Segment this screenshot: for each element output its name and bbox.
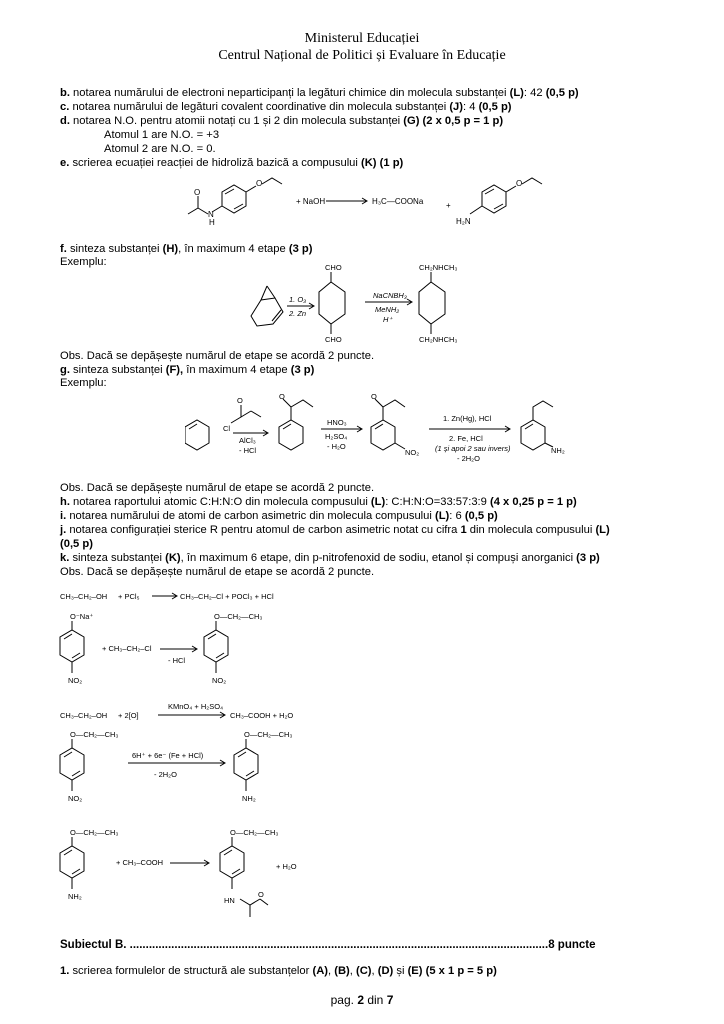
svg-text:H: H (209, 218, 215, 227)
svg-text:AlCl₃: AlCl₃ (239, 436, 256, 445)
svg-text:O: O (237, 396, 243, 405)
svg-text:CHO: CHO (325, 263, 342, 272)
item-1: 1. scrierea formulelor de structură ale substanțelor (A), (B), (C), (D) și (E) (5 x 1 p = 5 p) (60, 965, 497, 977)
svg-text:HN: HN (224, 896, 235, 905)
subject-b-line: Subiectul B. ...................................................................................................................................8 puncte (60, 939, 596, 951)
svg-text:H⁺: H⁺ (383, 315, 393, 324)
svg-text:NO₂: NO₂ (68, 676, 83, 685)
svg-text:O: O (371, 392, 377, 401)
item-b: b. notarea numărului de electroni neparticipanți la legături chimice din molecula substanței (L): 42 (0,5 p) (60, 87, 579, 99)
svg-text:- HCl: - HCl (168, 656, 186, 665)
svg-text:CH₂NHCH₃: CH₂NHCH₃ (419, 335, 458, 344)
svg-text:N: N (208, 210, 214, 219)
svg-text:O—CH₂—CH₃: O—CH₂—CH₃ (214, 612, 263, 621)
item-i: i. notarea numărului de atomi de carbon asimetric din molecula compusului (L): 6 (0,5 p) (60, 510, 498, 522)
svg-text:KMnO₄ + H₂SO₄: KMnO₄ + H₂SO₄ (168, 702, 224, 711)
svg-text:O—CH₂—CH₃: O—CH₂—CH₃ (70, 730, 119, 739)
item-d: d. notarea N.O. pentru atomii notați cu 1 și 2 din molecula substanței (G) (2 x 0,5 p = 1 p) (60, 115, 504, 127)
svg-text:O: O (279, 392, 285, 401)
svg-text:+ CH₃–CH₂–Cl: + CH₃–CH₂–Cl (102, 644, 152, 653)
svg-text:O—CH₂—CH₃: O—CH₂—CH₃ (70, 828, 119, 837)
item-d-atom2: Atomul 2 are N.O. = 0. (104, 143, 216, 155)
svg-text:+ 2[O]: + 2[O] (118, 711, 139, 720)
scheme-f-synthesis (245, 262, 505, 350)
item-e: e. scrierea ecuației reacției de hidroliză bazică a compusului (K) (1 p) (60, 157, 404, 169)
svg-text:6H⁺ + 6e⁻ (Fe + HCl): 6H⁺ + 6e⁻ (Fe + HCl) (132, 751, 204, 760)
svg-text:(1 și apoi 2 sau invers): (1 și apoi 2 sau invers) (435, 444, 511, 453)
item-g-obs: Obs. Dacă se depășește numărul de etape se acordă 2 puncte. (60, 482, 375, 494)
scheme-k-synthesis (58, 585, 388, 925)
svg-text:Cl: Cl (223, 424, 231, 433)
svg-text:2. Fe, HCl: 2. Fe, HCl (449, 434, 483, 443)
scheme-e-hydrolysis (170, 170, 580, 245)
svg-text:CH₃–CH₂–Cl + POCl₃ + HCl: CH₃–CH₂–Cl + POCl₃ + HCl (180, 592, 274, 601)
svg-text:O: O (258, 890, 264, 899)
page-number: pag. 2 din 7 (330, 993, 394, 1007)
item-h: h. notarea raportului atomic C:H:N:O din molecula compusului (L): C:H:N:O=33:57:3:9 (4 x 0,25 p = 1 p) (60, 496, 577, 508)
svg-text:NaCNBH₃: NaCNBH₃ (373, 291, 407, 300)
svg-text:H₃C—COONa: H₃C—COONa (372, 197, 424, 206)
svg-text:O—CH₂—CH₃: O—CH₂—CH₃ (230, 828, 279, 837)
svg-text:- HCl: - HCl (239, 446, 257, 455)
item-j: j. notarea configurației sterice R pentru atomul de carbon asimetric notat cu cifra 1 din molecula compusului (L) (60, 524, 610, 536)
header-ministry: Ministerul Educației (304, 31, 420, 46)
svg-text:O: O (256, 179, 263, 188)
item-g: g. sinteza substanței (F), în maximum 4 etape (3 p) (60, 364, 315, 376)
svg-text:- H₂O: - H₂O (327, 442, 346, 451)
svg-text:+ PCl₅: + PCl₅ (118, 592, 140, 601)
svg-text:O—CH₂—CH₃: O—CH₂—CH₃ (244, 730, 293, 739)
svg-text:H₂N: H₂N (456, 217, 471, 226)
svg-text:NO₂: NO₂ (212, 676, 227, 685)
scheme-g-synthesis (185, 385, 565, 475)
header-center: Centrul Național de Politici și Evaluare în Educație (218, 48, 506, 63)
item-j-points: (0,5 p) (60, 538, 93, 550)
svg-text:MeNH₂: MeNH₂ (375, 305, 400, 314)
svg-text:HNO₃: HNO₃ (327, 418, 347, 427)
svg-text:+ CH₃–COOH: + CH₃–COOH (116, 858, 164, 867)
svg-text:NO₂: NO₂ (68, 794, 83, 803)
svg-text:H₂SO₄: H₂SO₄ (325, 432, 348, 441)
svg-text:CH₃–CH₂–OH: CH₃–CH₂–OH (60, 711, 108, 720)
item-k: k. sinteza substanței (K), în maximum 6 etape, din p-nitrofenoxid de sodiu, etanol și compuși anorganici (3 p) (60, 552, 600, 564)
svg-text:+ H₂O: + H₂O (276, 862, 297, 871)
item-f-example: Exemplu: (60, 256, 107, 268)
svg-text:- 2H₂O: - 2H₂O (457, 454, 480, 463)
item-g-example: Exemplu: (60, 377, 107, 389)
svg-text:- 2H₂O: - 2H₂O (154, 770, 177, 779)
svg-text:+ NaOH: + NaOH (296, 197, 326, 206)
item-k-obs: Obs. Dacă se depășește numărul de etape se acordă 2 puncte. (60, 566, 375, 578)
svg-text:CH₃–CH₂–OH: CH₃–CH₂–OH (60, 592, 108, 601)
item-f: f. sinteza substanței (H), în maximum 4 etape (3 p) (60, 243, 313, 255)
svg-text:NO₂: NO₂ (405, 448, 420, 457)
svg-text:NH₂: NH₂ (68, 892, 82, 901)
svg-text:CH₂NHCH₃: CH₂NHCH₃ (419, 263, 458, 272)
svg-text:O⁻Na⁺: O⁻Na⁺ (70, 612, 94, 621)
svg-text:1. O₃: 1. O₃ (289, 295, 307, 304)
item-f-obs: Obs. Dacă se depășește numărul de etape se acordă 2 puncte. (60, 350, 375, 362)
item-c: c. notarea numărului de legături covalent coordinative din molecula substanței (J): 4 (0,5 p) (60, 101, 512, 113)
item-d-atom1: Atomul 1 are N.O. = +3 (104, 129, 220, 141)
svg-text:O: O (516, 179, 523, 188)
svg-text:NH₂: NH₂ (551, 446, 565, 455)
svg-text:2. Zn: 2. Zn (289, 309, 307, 318)
svg-text:+: + (446, 201, 451, 210)
svg-text:NH₂: NH₂ (242, 794, 256, 803)
svg-text:O: O (194, 188, 201, 197)
svg-text:1. Zn(Hg), HCl: 1. Zn(Hg), HCl (443, 414, 492, 423)
svg-text:CH₃–COOH + H₂O: CH₃–COOH + H₂O (230, 711, 294, 720)
svg-text:CHO: CHO (325, 335, 342, 344)
